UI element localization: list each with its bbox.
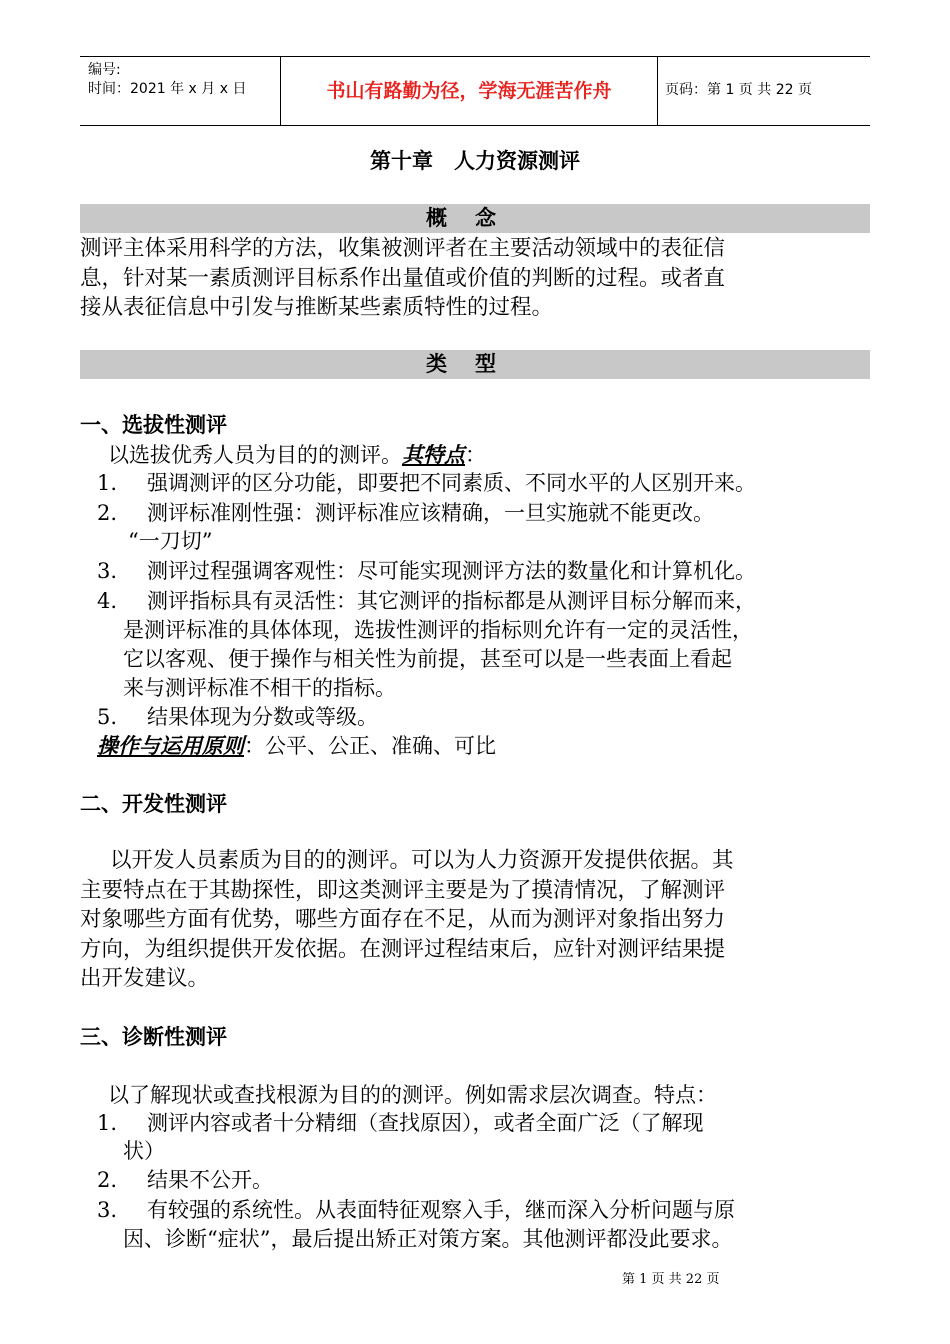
list-number: 5.: [97, 705, 118, 729]
section2-line: 对象哪些方面有优势，哪些方面存在不足，从而为测评对象指出努力: [80, 907, 726, 932]
section1-title: 一、选拔性测评: [80, 413, 227, 437]
list-item-continuation: 因、诊断“症状”，最后提出矫正对策方案。其他测评都没此要求。: [123, 1227, 733, 1251]
concept-line: 测评主体采用科学的方法，收集被测评者在主要活动领域中的表征信: [80, 236, 726, 261]
list-item: 测评指标具有灵活性：其它测评的指标都是从测评目标分解而来，: [147, 589, 756, 613]
principle-text: ：公平、公正、准确、可比: [244, 734, 496, 758]
principle-label: 操作与运用原则: [97, 733, 244, 758]
header-motto-cell: [280, 57, 658, 125]
list-number: 3.: [97, 1198, 118, 1222]
section2-line: 方向，为组织提供开发依据。在测评过程结束后，应针对测评结果提: [80, 936, 726, 962]
section3-intro: 以了解现状或查找根源为目的的测评。例如需求层次调查。特点：: [108, 1083, 717, 1107]
section1-features-label: 其特点: [402, 442, 465, 467]
document-number-label: 编号:: [88, 62, 121, 78]
list-number: 1.: [97, 1111, 118, 1135]
list-item-continuation: 来与测评标准不相干的指标。: [123, 676, 396, 700]
section2-title: 二、开发性测评: [80, 792, 227, 816]
types-heading: 类型: [426, 352, 524, 376]
list-item-continuation: 状）: [123, 1139, 165, 1163]
list-item-continuation: 它以客观、便于操作与相关性为前提，甚至可以是一些表面上看起: [123, 647, 732, 671]
section1-intro-text: 以选拔优秀人员为目的的测评。: [108, 443, 402, 467]
list-number: 2.: [97, 501, 118, 525]
section2-paragraph: [80, 846, 872, 994]
page-footer: 第 1 页 共 22 页: [622, 1272, 720, 1287]
list-item-continuation: 是测评标准的具体体现，选拔性测评的指标则允许有一定的灵活性，: [123, 618, 753, 642]
section2-line: 以开发人员素质为目的的测评。可以为人力资源开发提供依据。其: [110, 848, 734, 873]
list-number: 3.: [97, 559, 118, 583]
list-item: 强调测评的区分功能，即要把不同素质、不同水平的人区别开来。: [147, 471, 756, 495]
header-meta-cell: [80, 57, 280, 125]
page-header: [80, 56, 870, 126]
list-item: 测评内容或者十分精细（查找原因），或者全面广泛（了解现: [147, 1111, 704, 1135]
list-number: 1.: [97, 471, 118, 495]
list-number: 2.: [97, 1168, 118, 1192]
concept-line: 接从表征信息中引发与推断某些素质特性的过程。: [80, 295, 554, 320]
list-item: 有较强的系统性。从表面特征观察入手，继而深入分析问题与原: [147, 1198, 735, 1222]
list-item: 测评过程强调客观性：尽可能实现测评方法的数量化和计算机化。: [147, 559, 756, 583]
header-motto: 书山有路勤为径，学海无涯苦作舟: [326, 80, 612, 102]
list-number: 4.: [97, 589, 118, 613]
types-heading-bar: [80, 350, 870, 379]
document-time-label: 时间：2021 年 x 月 x 日: [88, 81, 247, 97]
list-item: 结果体现为分数或等级。: [147, 705, 378, 729]
section1-principle: [97, 731, 897, 761]
concept-paragraph: [80, 234, 872, 323]
header-page-number: 页码：第 1 页 共 22 页: [665, 82, 812, 98]
section2-line: 出开发建议。: [80, 966, 210, 991]
list-item: 结果不公开。: [147, 1168, 273, 1192]
concept-line: 息，针对某一素质测评目标系作出量值或价值的判断的过程。或者直: [80, 265, 726, 291]
section2-line: 主要特点在于其勘探性，即这类测评主要是为了摸清情况，了解测评: [80, 877, 726, 903]
list-item-continuation: “一刀切”: [128, 529, 213, 553]
section3-title: 三、诊断性测评: [80, 1025, 227, 1049]
concept-heading: 概念: [426, 206, 524, 230]
concept-heading-bar: [80, 204, 870, 233]
section1-intro: [108, 440, 908, 470]
section1-intro-colon: ：: [465, 443, 486, 467]
list-item: 测评标准刚性强：测评标准应该精确，一旦实施就不能更改。: [147, 501, 714, 525]
header-page-cell: [657, 57, 870, 125]
chapter-title: 第十章 人力资源测评: [370, 149, 580, 173]
